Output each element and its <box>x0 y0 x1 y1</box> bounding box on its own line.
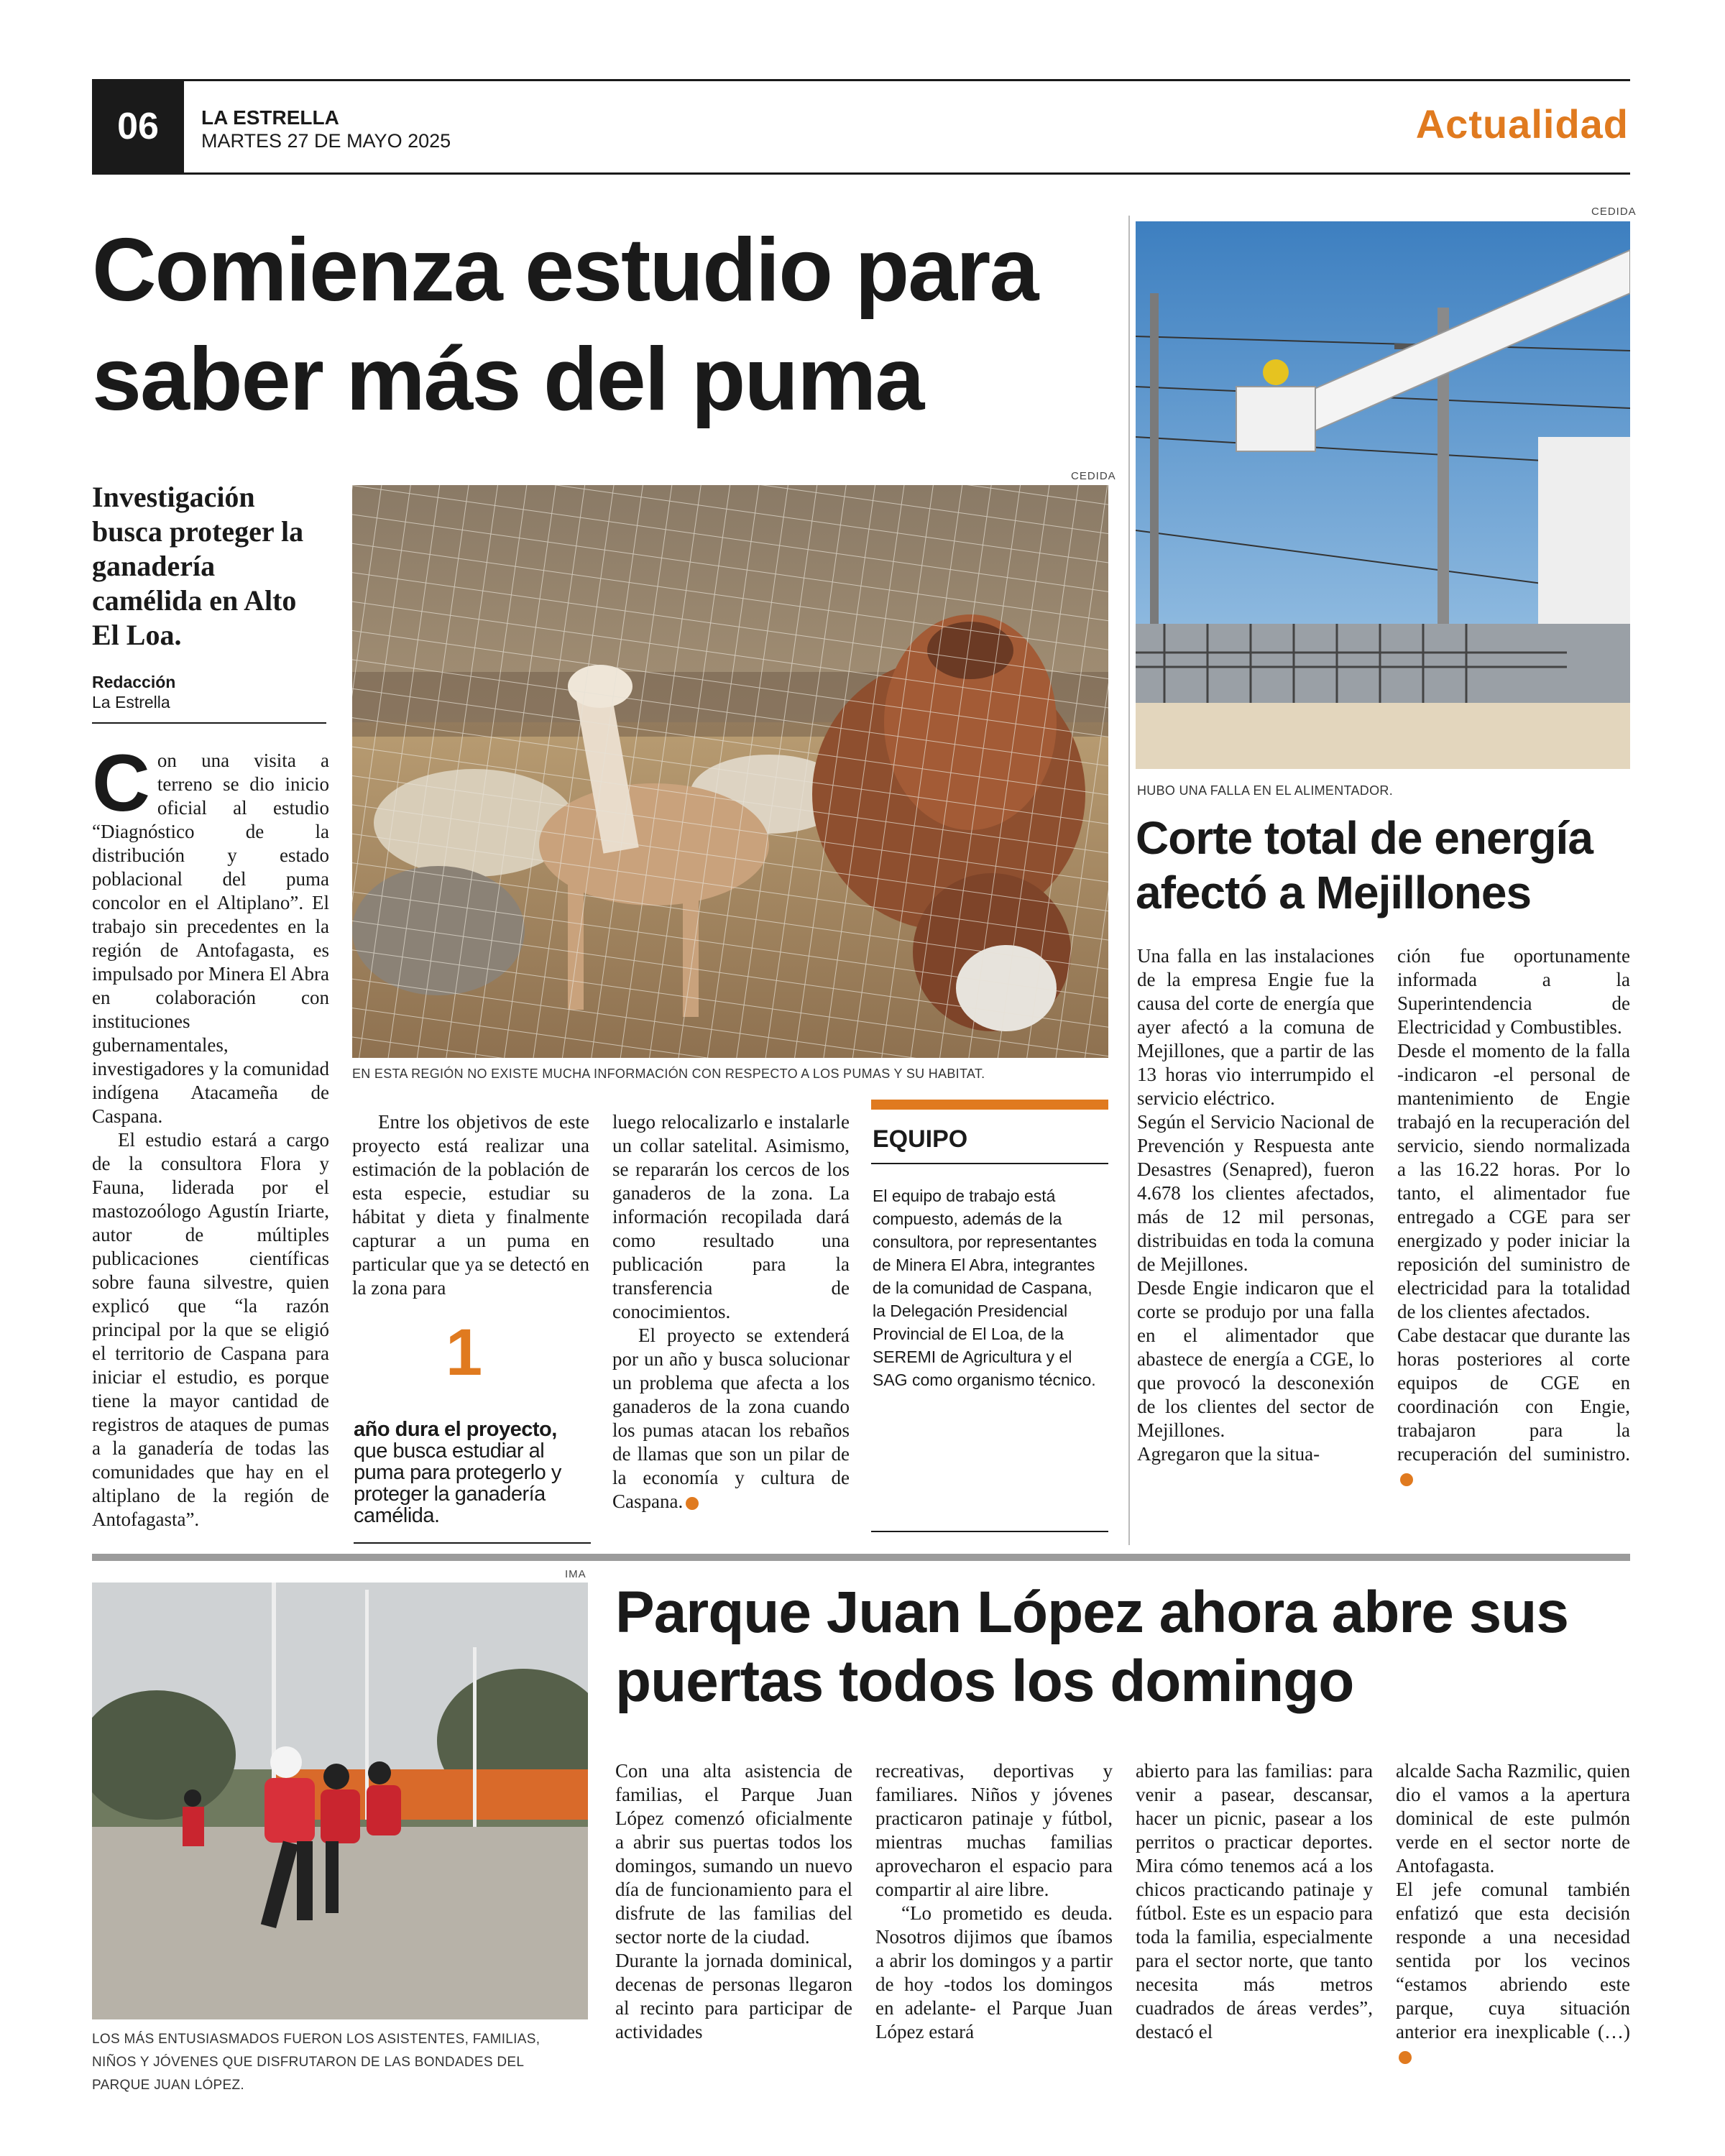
energia-column-2 <box>1397 944 1630 1490</box>
puma-column-3 <box>612 1110 850 1514</box>
puma-headline: Comienza estudio para saber más del puma <box>92 221 1038 429</box>
energia-col1-p1: Una falla en las instalaciones de la empresa Engie fue la causa del corte de energía que ayer afectó a la comuna de Mejillones, que a partir de las 13 horas vio interrumpido el servicio eléctrico. <box>1137 945 1374 1109</box>
llamas-photo-illustration <box>352 485 1108 1058</box>
byline-rule <box>92 722 326 724</box>
parque-column-4 <box>1396 1759 1630 2068</box>
section-separator <box>92 1554 1630 1561</box>
parque-photo-credit: IMA <box>565 1568 586 1580</box>
puma-column-1 <box>92 738 329 1531</box>
energia-column-1 <box>1137 944 1374 1466</box>
parque-col3-p1: abierto para las familias: para venir a pasear, descansar, hacer un picnic, pasear a los perritos o practicar deportes. Mira cómo tenemos acá a los chicos practicando patinaje y fútbol. Este es un espacio para toda la familia, especialmente para el sector norte, que tanto necesita más metros cuadrados de áreas verdes”, destacó el <box>1136 1760 1373 2042</box>
energia-col2-p3: Cabe destacar que durante las horas posteriores al corte equipos de CGE en coordinación con Engie, trabajaron para la recuperación del suministro. <box>1397 1325 1630 1465</box>
header-bottom-rule <box>92 172 1630 175</box>
puma-photo-caption: EN ESTA REGIÓN NO EXISTE MUCHA INFORMACIÓN CON RESPECTO A LOS PUMAS Y SU HABITAT. <box>352 1067 985 1081</box>
parque-col1-p1: Con una alta asistencia de familias, el Parque Juan López comenzó oficialmente a abrir sus puertas todos los domingos, sumando un nuevo día de funcionamiento para el disfrute de las familias del sector norte de la ciudad. <box>615 1760 852 1948</box>
puma-col1-p2: El estudio estará a cargo de la consultora Flora y Fauna, liderada por el mastozoólogo Agustín Iriarte, autor de múltiples publicaciones científicas sobre fauna silvestre, quien explicó que “la razón principal por la que se eligió el territorio de Caspana para iniciar el estudio, es porque tiene la mayor cantidad de registros de ataques de pumas a la ganadería de todas las comunidades que hay en el altiplano de la región de Antofagasta”. <box>92 1129 329 1530</box>
parque-col4-p2: El jefe comunal también enfatizó que esta decisión responde a una necesidad sentida por los vecinos “estamos abriendo este parque, cuya situación anterior era inexplicable (…) <box>1396 1879 1630 2042</box>
energia-col1-p3: Desde Engie indicaron que el corte se produjo por una falla en el alimentador que abastece de energía a CGE, lo que provocó la desconexión de los clientes del sector de Mejillones. <box>1137 1277 1374 1441</box>
parque-col2-p1: recreativas, deportivas y familiares. Niños y jóvenes practicaron patinaje y fútbol, mientras muchas familias aprovecharon el espacio para compartir al aire libre. <box>875 1760 1113 1900</box>
energia-photo-credit: CEDIDA <box>1591 206 1637 218</box>
puma-byline-author: Redacción <box>92 673 176 691</box>
publication-name: LA ESTRELLA <box>201 106 339 129</box>
section-title: Actualidad <box>1415 101 1629 147</box>
stat-bold: año dura el proyecto, <box>354 1418 557 1441</box>
puma-col3-p2: El proyecto se extenderá por un año y busca solucionar un problema que afecta a los ganaderos de la zona cuando los pumas atacan los rebaños de llamas que son un pilar de la economía y cultura de Caspana. <box>612 1325 850 1512</box>
puma-byline-outlet: La Estrella <box>92 693 170 711</box>
column-divider <box>1128 216 1130 1545</box>
page-number: 06 <box>92 79 184 174</box>
publication-date: MARTES 27 DE MAYO 2025 <box>201 130 451 152</box>
skaters-photo-illustration <box>92 1583 588 2019</box>
power-lines-photo-illustration <box>1136 221 1630 769</box>
parque-col2-p2: “Lo prometido es deuda. Nosotros dijimos que íbamos a abrir los domingos y a partir de hoy -todos los domingos en adelante- el Parque Juan López estará <box>875 1902 1113 2042</box>
stat-rule <box>354 1542 591 1544</box>
parque-headline: Parque Juan López ahora abre sus puertas todos los domingo <box>615 1580 1568 1714</box>
energia-col2-p1: ción fue oportunamente informada a la Superintendencia de Electricidad y Combustibles. <box>1397 945 1630 1038</box>
puma-photo-credit: CEDIDA <box>1071 470 1116 482</box>
puma-subhead: Investigación busca proteger la ganadería camélida en Alto El Loa. <box>92 481 304 651</box>
parque-col4-p1: alcalde Sacha Razmilic, quien dio el vamos a la apertura dominical de este pulmón verde en el sector norte de Antofagasta. <box>1396 1760 1630 1876</box>
parque-col1-p2: Durante la jornada dominical, decenas de personas llegaron al recinto para participar de actividades <box>615 1950 852 2042</box>
equipo-box-text: El equipo de trabajo está compuesto, además de la consultora, por representantes de Minera El Abra, integrantes de la comunidad de Caspana, la Delegación Presidencial Provincial de El Loa, de la SEREMI de Agricultura y el SAG como organismo técnico. <box>873 1187 1097 1389</box>
end-mark-icon <box>1399 2051 1412 2064</box>
energia-photo <box>1136 221 1630 769</box>
energia-col1-p4: Agregaron que la situa- <box>1137 1443 1320 1465</box>
energia-col2-p2: Desde el momento de la falla -indicaron -el personal de mantenimiento de Engie trabajó en la recuperación del servicio, siendo normalizada a las 16.22 horas. Por lo tanto, el alimentador fue entregado a CGE para ser energizado y poder iniciar la reposición del suministro de electricidad para la totalidad de los clientes afectados. <box>1397 1040 1630 1322</box>
equipo-title-rule <box>871 1163 1108 1164</box>
energia-col1-p2: Según el Servicio Nacional de Prevención y Respuesta ante Desastres (Senapred), fueron 4.678 los clientes afectados, más de 12 mil personas, distribuidas en toda la comuna de Mejillones. <box>1137 1111 1374 1275</box>
energia-headline: Corte total de energía afectó a Mejillones <box>1136 812 1593 918</box>
energia-photo-caption: HUBO UNA FALLA EN EL ALIMENTADOR. <box>1137 783 1394 798</box>
stat-text: que busca estudiar al puma para protegerlo y proteger la ganadería camélida. <box>354 1439 561 1527</box>
parque-column-2 <box>875 1759 1113 2044</box>
stat-number: 1 <box>446 1316 483 1389</box>
puma-col1-p1: on una visita a terreno se dio inicio oficial al estudio “Diagnóstico de la distribución y estado poblacional del puma concolor en el Altiplano”. El trabajo sin precedentes en la región de Antofagasta, es impulsado por Minera El Abra en colaboración con instituciones gubernamentales, investigadores y la comunidad indígena Atacameña de Caspana. <box>92 750 329 1127</box>
parque-column-1 <box>615 1759 852 2044</box>
equipo-bottom-rule <box>871 1531 1108 1532</box>
parque-photo-caption: LOS MÁS ENTUSIASMADOS FUERON LOS ASISTENTES, FAMILIAS, NIÑOS Y JÓVENES QUE DISFRUTARON DE LAS BONDADES DEL PARQUE JUAN LÓPEZ. <box>92 2032 540 2093</box>
end-mark-icon <box>1400 1473 1413 1486</box>
stat-callout <box>354 1419 591 1526</box>
puma-photo <box>352 485 1108 1058</box>
equipo-box-rule <box>871 1100 1108 1110</box>
puma-dropcap: C <box>92 738 150 828</box>
parque-column-3 <box>1136 1759 1373 2044</box>
puma-col3-p1: luego relocalizarlo e instalarle un collar satelital. Asimismo, se repararán los cercos de los ganaderos de la zona. La información recopilada dará como resultado una publicación para la transferencia de conocimientos. <box>612 1111 850 1322</box>
equipo-box-title: EQUIPO <box>873 1125 968 1153</box>
puma-col2-p1: Entre los objetivos de este proyecto está realizar una estimación de la población de esta especie, estudiar su hábitat y dieta y finalmente capturar a un puma en particular que ya se detectó en la zona para <box>352 1111 589 1299</box>
header-top-rule <box>92 79 1630 81</box>
end-mark-icon <box>686 1497 699 1510</box>
parque-photo <box>92 1583 588 2019</box>
puma-column-2 <box>352 1110 589 1300</box>
